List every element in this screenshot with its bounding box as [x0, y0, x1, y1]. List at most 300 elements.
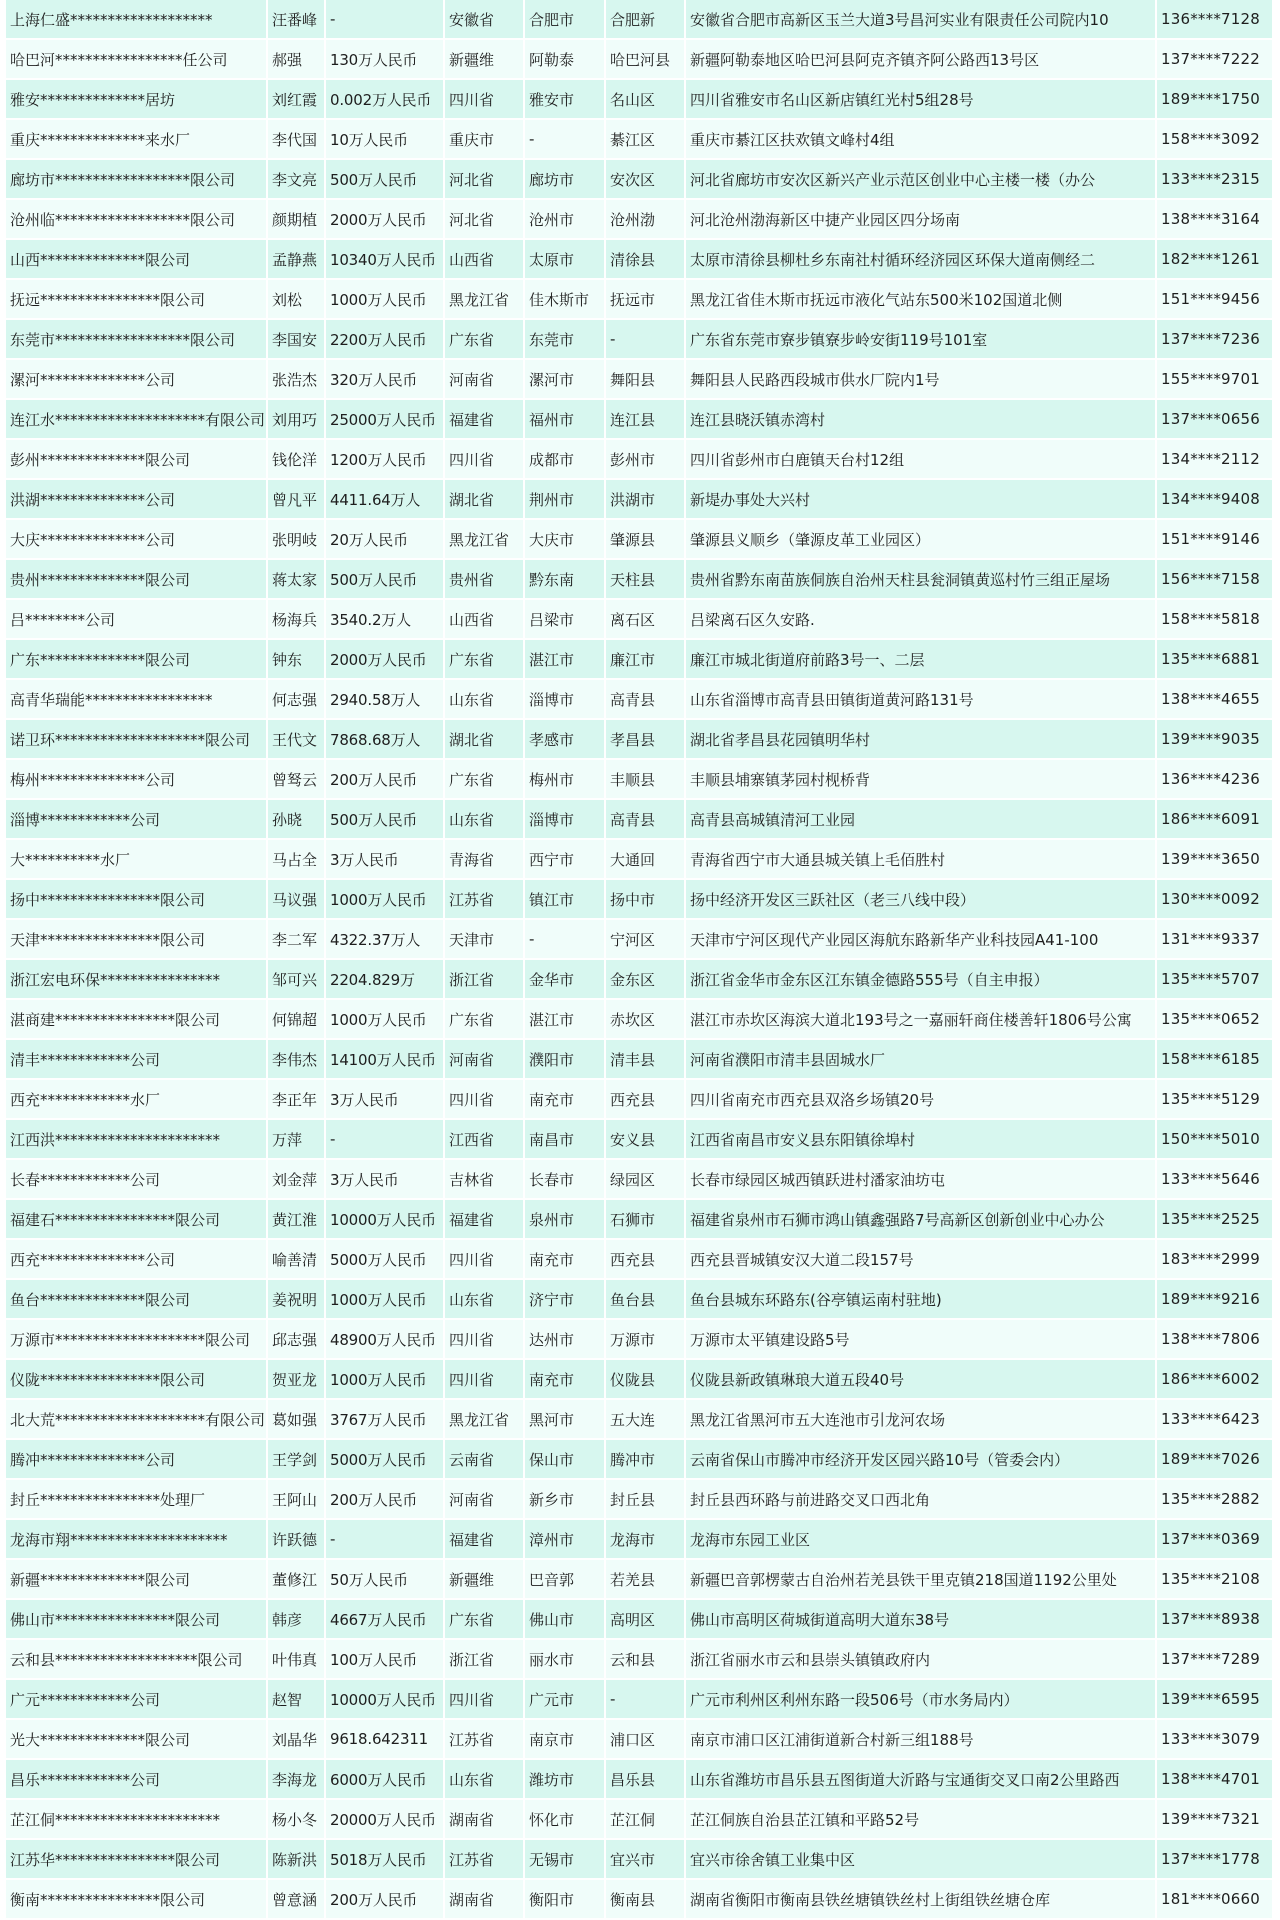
registered-capital-cell: 1200万人民币	[326, 440, 445, 480]
table-row	[6, 440, 1274, 480]
province-cell: 河南省	[445, 360, 525, 400]
table-row	[6, 1440, 1274, 1480]
address-cell: 黑龙江省黑河市五大连池市引龙河农场	[686, 1400, 1157, 1440]
address-cell: 浙江省金华市金东区江东镇金德路555号（自主申报）	[686, 960, 1157, 1000]
company-name-cell: 昌乐************公司	[6, 1760, 268, 1800]
city-cell: 潍坊市	[525, 1760, 606, 1800]
table-row	[6, 1720, 1274, 1760]
phone-cell: 133****2315	[1157, 160, 1274, 200]
phone-cell: 183****2999	[1157, 1240, 1274, 1280]
registered-capital-cell: 20万人民币	[326, 520, 445, 560]
legal-rep-cell: 李正年	[268, 1080, 326, 1120]
address-cell: 芷江侗族自治县芷江镇和平路52号	[686, 1800, 1157, 1840]
province-cell: 山东省	[445, 1760, 525, 1800]
registered-capital-cell: 50万人民币	[326, 1560, 445, 1600]
city-cell: 黑河市	[525, 1400, 606, 1440]
registered-capital-cell: 1000万人民币	[326, 1280, 445, 1320]
district-cell: 赤坎区	[606, 1000, 686, 1040]
registered-capital-cell: 320万人民币	[326, 360, 445, 400]
district-cell: 沧州渤	[606, 200, 686, 240]
legal-rep-cell: 李伟杰	[268, 1040, 326, 1080]
city-cell: 孝感市	[525, 720, 606, 760]
phone-cell: 137****0656	[1157, 400, 1274, 440]
province-cell: 云南省	[445, 1440, 525, 1480]
company-name-cell: 上海仁盛*******************	[6, 0, 268, 40]
company-name-cell: 廊坊市******************限公司	[6, 160, 268, 200]
table-row	[6, 760, 1274, 800]
district-cell: 舞阳县	[606, 360, 686, 400]
legal-rep-cell: 叶伟真	[268, 1640, 326, 1680]
phone-cell: 135****2882	[1157, 1480, 1274, 1520]
company-name-cell: 淄博************公司	[6, 800, 268, 840]
company-name-cell: 清丰************公司	[6, 1040, 268, 1080]
address-cell: 舞阳县人民路西段城市供水厂院内1号	[686, 360, 1157, 400]
province-cell: 天津市	[445, 920, 525, 960]
province-cell: 湖北省	[445, 480, 525, 520]
registered-capital-cell: 14100万人民币	[326, 1040, 445, 1080]
table-row	[6, 1400, 1274, 1440]
city-cell: 沧州市	[525, 200, 606, 240]
registered-capital-cell: 4411.64万人	[326, 480, 445, 520]
phone-cell: 137****7236	[1157, 320, 1274, 360]
city-cell: 金华市	[525, 960, 606, 1000]
address-cell: 南京市浦口区江浦街道新合村新三组188号	[686, 1720, 1157, 1760]
table-row	[6, 1200, 1274, 1240]
district-cell: 抚远市	[606, 280, 686, 320]
province-cell: 黑龙江省	[445, 520, 525, 560]
city-cell: -	[525, 920, 606, 960]
province-cell: 山东省	[445, 680, 525, 720]
phone-cell: 135****2525	[1157, 1200, 1274, 1240]
company-name-cell: 芷江侗**********************	[6, 1800, 268, 1840]
registered-capital-cell: 10000万人民币	[326, 1200, 445, 1240]
phone-cell: 134****2112	[1157, 440, 1274, 480]
city-cell: 荆州市	[525, 480, 606, 520]
table-row	[6, 1840, 1274, 1880]
address-cell: 连江县晓沃镇赤湾村	[686, 400, 1157, 440]
phone-cell: 137****0369	[1157, 1520, 1274, 1560]
registered-capital-cell: -	[326, 0, 445, 40]
table-row	[6, 1280, 1274, 1320]
province-cell: 江苏省	[445, 1720, 525, 1760]
city-cell: 新乡市	[525, 1480, 606, 1520]
phone-cell: 133****3079	[1157, 1720, 1274, 1760]
legal-rep-cell: 姜祝明	[268, 1280, 326, 1320]
table-row	[6, 1680, 1274, 1720]
province-cell: 黑龙江省	[445, 280, 525, 320]
district-cell: 大通回	[606, 840, 686, 880]
legal-rep-cell: 郝强	[268, 40, 326, 80]
table-row	[6, 1640, 1274, 1680]
address-cell: 广元市利州区利州东路一段506号（市水务局内）	[686, 1680, 1157, 1720]
table-row	[6, 1560, 1274, 1600]
province-cell: 山西省	[445, 240, 525, 280]
phone-cell: 151****9456	[1157, 280, 1274, 320]
company-name-cell: 腾冲**************公司	[6, 1440, 268, 1480]
address-cell: 新疆阿勒泰地区哈巴河县阿克齐镇齐阿公路西13号区	[686, 40, 1157, 80]
province-cell: 山东省	[445, 1280, 525, 1320]
company-name-cell: 哈巴河*****************任公司	[6, 40, 268, 80]
company-name-cell: 沧州临******************限公司	[6, 200, 268, 240]
table-row	[6, 0, 1274, 40]
city-cell: 梅州市	[525, 760, 606, 800]
phone-cell: 138****7806	[1157, 1320, 1274, 1360]
address-cell: 四川省彭州市白鹿镇天台村12组	[686, 440, 1157, 480]
legal-rep-cell: 颜期植	[268, 200, 326, 240]
district-cell: 离石区	[606, 600, 686, 640]
legal-rep-cell: 马议强	[268, 880, 326, 920]
city-cell: 黔东南	[525, 560, 606, 600]
phone-cell: 151****9146	[1157, 520, 1274, 560]
table-row	[6, 640, 1274, 680]
province-cell: 青海省	[445, 840, 525, 880]
district-cell: 绿园区	[606, 1160, 686, 1200]
phone-cell: 137****7289	[1157, 1640, 1274, 1680]
district-cell: 石狮市	[606, 1200, 686, 1240]
city-cell: 廊坊市	[525, 160, 606, 200]
legal-rep-cell: 马占全	[268, 840, 326, 880]
registered-capital-cell: 1000万人民币	[326, 280, 445, 320]
registered-capital-cell: 4667万人民币	[326, 1600, 445, 1640]
address-cell: 万源市太平镇建设路5号	[686, 1320, 1157, 1360]
registered-capital-cell: 0.002万人民币	[326, 80, 445, 120]
company-name-cell: 贵州**************限公司	[6, 560, 268, 600]
legal-rep-cell: 李代国	[268, 120, 326, 160]
city-cell: 漳州市	[525, 1520, 606, 1560]
table-row	[6, 40, 1274, 80]
province-cell: 湖北省	[445, 720, 525, 760]
city-cell: 达州市	[525, 1320, 606, 1360]
legal-rep-cell: 韩彦	[268, 1600, 326, 1640]
address-cell: 太原市清徐县柳杜乡东南社村循环经济园区环保大道南侧经二	[686, 240, 1157, 280]
legal-rep-cell: 张明岐	[268, 520, 326, 560]
district-cell: -	[606, 1680, 686, 1720]
city-cell: 阿勒泰	[525, 40, 606, 80]
registered-capital-cell: 3万人民币	[326, 840, 445, 880]
province-cell: 福建省	[445, 400, 525, 440]
legal-rep-cell: 钱伦洋	[268, 440, 326, 480]
company-name-cell: 天津****************限公司	[6, 920, 268, 960]
phone-cell: 133****5646	[1157, 1160, 1274, 1200]
phone-cell: 133****6423	[1157, 1400, 1274, 1440]
table-row	[6, 1600, 1274, 1640]
legal-rep-cell: 李文亮	[268, 160, 326, 200]
phone-cell: 131****9337	[1157, 920, 1274, 960]
table-row	[6, 920, 1274, 960]
province-cell: 重庆市	[445, 120, 525, 160]
district-cell: 孝昌县	[606, 720, 686, 760]
company-table	[6, 0, 1274, 1920]
legal-rep-cell: 王学剑	[268, 1440, 326, 1480]
legal-rep-cell: 孙晓	[268, 800, 326, 840]
legal-rep-cell: 曾凡平	[268, 480, 326, 520]
address-cell: 安徽省合肥市高新区玉兰大道3号昌河实业有限责任公司院内10	[686, 0, 1157, 40]
company-name-cell: 扬中****************限公司	[6, 880, 268, 920]
company-name-cell: 鱼台**************限公司	[6, 1280, 268, 1320]
registered-capital-cell: 3540.2万人	[326, 600, 445, 640]
address-cell: 湛江市赤坎区海滨大道北193号之一嘉丽轩商住楼善轩1806号公寓	[686, 1000, 1157, 1040]
legal-rep-cell: 葛如强	[268, 1400, 326, 1440]
phone-cell: 136****7128	[1157, 0, 1274, 40]
district-cell: 腾冲市	[606, 1440, 686, 1480]
province-cell: 广东省	[445, 760, 525, 800]
company-name-cell: 大**********水厂	[6, 840, 268, 880]
phone-cell: 139****3650	[1157, 840, 1274, 880]
legal-rep-cell: 喻善清	[268, 1240, 326, 1280]
district-cell: 清丰县	[606, 1040, 686, 1080]
address-cell: 丰顺县埔寨镇茅园村枧桥背	[686, 760, 1157, 800]
registered-capital-cell: 500万人民币	[326, 560, 445, 600]
district-cell: 天柱县	[606, 560, 686, 600]
company-name-cell: 光大**************限公司	[6, 1720, 268, 1760]
phone-cell: 189****7026	[1157, 1440, 1274, 1480]
phone-cell: 136****4236	[1157, 760, 1274, 800]
city-cell: 福州市	[525, 400, 606, 440]
province-cell: 四川省	[445, 1080, 525, 1120]
province-cell: 四川省	[445, 80, 525, 120]
phone-cell: 138****4701	[1157, 1760, 1274, 1800]
registered-capital-cell: 25000万人民币	[326, 400, 445, 440]
address-cell: 天津市宁河区现代产业园区海航东路新华产业科技园A41-100	[686, 920, 1157, 960]
address-cell: 福建省泉州市石狮市鸿山镇鑫强路7号高新区创新创业中心办公	[686, 1200, 1157, 1240]
province-cell: 河南省	[445, 1040, 525, 1080]
phone-cell: 137****8938	[1157, 1600, 1274, 1640]
legal-rep-cell: 陈新洪	[268, 1840, 326, 1880]
company-name-cell: 梅州**************公司	[6, 760, 268, 800]
district-cell: 高青县	[606, 680, 686, 720]
district-cell: -	[606, 320, 686, 360]
district-cell: 廉江市	[606, 640, 686, 680]
district-cell: 肇源县	[606, 520, 686, 560]
province-cell: 四川省	[445, 440, 525, 480]
legal-rep-cell: 赵智	[268, 1680, 326, 1720]
address-cell: 江西省南昌市安义县东阳镇徐埠村	[686, 1120, 1157, 1160]
phone-cell: 135****2108	[1157, 1560, 1274, 1600]
district-cell: 宁河区	[606, 920, 686, 960]
registered-capital-cell: 1000万人民币	[326, 1360, 445, 1400]
district-cell: 芷江侗	[606, 1800, 686, 1840]
city-cell: 吕梁市	[525, 600, 606, 640]
city-cell: 衡阳市	[525, 1880, 606, 1920]
company-name-cell: 江西洪**********************	[6, 1120, 268, 1160]
city-cell: 南充市	[525, 1240, 606, 1280]
company-name-cell: 洪湖**************公司	[6, 480, 268, 520]
phone-cell: 135****6881	[1157, 640, 1274, 680]
address-cell: 河北沧州渤海新区中捷产业园区四分场南	[686, 200, 1157, 240]
city-cell: 济宁市	[525, 1280, 606, 1320]
legal-rep-cell: 钟东	[268, 640, 326, 680]
company-name-cell: 万源市********************限公司	[6, 1320, 268, 1360]
district-cell: 西充县	[606, 1080, 686, 1120]
address-cell: 四川省雅安市名山区新店镇红光村5组28号	[686, 80, 1157, 120]
company-name-cell: 浙江宏电环保****************	[6, 960, 268, 1000]
table-row	[6, 1880, 1274, 1920]
legal-rep-cell: 刘红霞	[268, 80, 326, 120]
registered-capital-cell: 200万人民币	[326, 1880, 445, 1920]
registered-capital-cell: 2940.58万人	[326, 680, 445, 720]
province-cell: 江西省	[445, 1120, 525, 1160]
registered-capital-cell: 2204.829万	[326, 960, 445, 1000]
legal-rep-cell: 贺亚龙	[268, 1360, 326, 1400]
registered-capital-cell: 2200万人民币	[326, 320, 445, 360]
table-row	[6, 480, 1274, 520]
city-cell: 佳木斯市	[525, 280, 606, 320]
legal-rep-cell: 何锦超	[268, 1000, 326, 1040]
table-row	[6, 1480, 1274, 1520]
registered-capital-cell: 2000万人民币	[326, 200, 445, 240]
legal-rep-cell: 刘松	[268, 280, 326, 320]
province-cell: 四川省	[445, 1680, 525, 1720]
address-cell: 四川省南充市西充县双洛乡场镇20号	[686, 1080, 1157, 1120]
legal-rep-cell: 张浩杰	[268, 360, 326, 400]
legal-rep-cell: 董修江	[268, 1560, 326, 1600]
legal-rep-cell: 万萍	[268, 1120, 326, 1160]
province-cell: 河北省	[445, 200, 525, 240]
phone-cell: 135****5707	[1157, 960, 1274, 1000]
legal-rep-cell: 邹可兴	[268, 960, 326, 1000]
province-cell: 山西省	[445, 600, 525, 640]
legal-rep-cell: 刘金萍	[268, 1160, 326, 1200]
table-row	[6, 680, 1274, 720]
city-cell: 东莞市	[525, 320, 606, 360]
city-cell: 泉州市	[525, 1200, 606, 1240]
province-cell: 浙江省	[445, 1640, 525, 1680]
registered-capital-cell: 5018万人民币	[326, 1840, 445, 1880]
company-name-cell: 西充************水厂	[6, 1080, 268, 1120]
district-cell: 仪陇县	[606, 1360, 686, 1400]
legal-rep-cell: 王阿山	[268, 1480, 326, 1520]
table-row	[6, 720, 1274, 760]
district-cell: 衡南县	[606, 1880, 686, 1920]
registered-capital-cell: 3767万人民币	[326, 1400, 445, 1440]
district-cell: 金东区	[606, 960, 686, 1000]
address-cell: 云南省保山市腾冲市经济开发区园兴路10号（管委会内）	[686, 1440, 1157, 1480]
registered-capital-cell: 5000万人民币	[326, 1240, 445, 1280]
city-cell: 镇江市	[525, 880, 606, 920]
district-cell: 綦江区	[606, 120, 686, 160]
company-name-cell: 吕********公司	[6, 600, 268, 640]
registered-capital-cell: 100万人民币	[326, 1640, 445, 1680]
legal-rep-cell: 黄江淮	[268, 1200, 326, 1240]
table-row	[6, 280, 1274, 320]
registered-capital-cell: 48900万人民币	[326, 1320, 445, 1360]
registered-capital-cell: 10万人民币	[326, 120, 445, 160]
address-cell: 高青县高城镇清河工业园	[686, 800, 1157, 840]
province-cell: 新疆维	[445, 40, 525, 80]
city-cell: 湛江市	[525, 640, 606, 680]
company-name-cell: 新疆**************限公司	[6, 1560, 268, 1600]
phone-cell: 182****1261	[1157, 240, 1274, 280]
district-cell: 合肥新	[606, 0, 686, 40]
address-cell: 新疆巴音郭楞蒙古自治州若羌县铁干里克镇218国道1192公里处	[686, 1560, 1157, 1600]
phone-cell: 139****9035	[1157, 720, 1274, 760]
registered-capital-cell: 500万人民币	[326, 800, 445, 840]
city-cell: 雅安市	[525, 80, 606, 120]
registered-capital-cell: 4322.37万人	[326, 920, 445, 960]
company-name-cell: 抚远****************限公司	[6, 280, 268, 320]
district-cell: 安义县	[606, 1120, 686, 1160]
company-name-cell: 西充**************公司	[6, 1240, 268, 1280]
city-cell: 淄博市	[525, 800, 606, 840]
registered-capital-cell: 9618.642311	[326, 1720, 445, 1760]
legal-rep-cell: 曾意涵	[268, 1880, 326, 1920]
company-name-cell: 江苏华****************限公司	[6, 1840, 268, 1880]
district-cell: 名山区	[606, 80, 686, 120]
district-cell: 封丘县	[606, 1480, 686, 1520]
city-cell: 佛山市	[525, 1600, 606, 1640]
address-cell: 肇源县义顺乡（肇源皮革工业园区）	[686, 520, 1157, 560]
city-cell: 南京市	[525, 1720, 606, 1760]
province-cell: 河南省	[445, 1480, 525, 1520]
district-cell: 昌乐县	[606, 1760, 686, 1800]
registered-capital-cell: 10000万人民币	[326, 1680, 445, 1720]
table-row	[6, 840, 1274, 880]
province-cell: 浙江省	[445, 960, 525, 1000]
province-cell: 江苏省	[445, 1840, 525, 1880]
address-cell: 新堤办事处大兴村	[686, 480, 1157, 520]
table-row	[6, 520, 1274, 560]
city-cell: 南充市	[525, 1360, 606, 1400]
registered-capital-cell: 1000万人民币	[326, 1000, 445, 1040]
district-cell: 哈巴河县	[606, 40, 686, 80]
address-cell: 青海省西宁市大通县城关镇上毛佰胜村	[686, 840, 1157, 880]
province-cell: 四川省	[445, 1320, 525, 1360]
province-cell: 新疆维	[445, 1560, 525, 1600]
phone-cell: 181****0660	[1157, 1880, 1274, 1920]
address-cell: 河北省廊坊市安次区新兴产业示范区创业中心主楼一楼（办公	[686, 160, 1157, 200]
table-row	[6, 880, 1274, 920]
company-name-cell: 雅安**************居坊	[6, 80, 268, 120]
legal-rep-cell: 王代文	[268, 720, 326, 760]
city-cell: -	[525, 120, 606, 160]
phone-cell: 150****5010	[1157, 1120, 1274, 1160]
address-cell: 广东省东莞市寮步镇寮步岭安街119号101室	[686, 320, 1157, 360]
table-row	[6, 1520, 1274, 1560]
company-name-cell: 重庆**************来水厂	[6, 120, 268, 160]
province-cell: 贵州省	[445, 560, 525, 600]
table-row	[6, 1080, 1274, 1120]
company-name-cell: 龙海市翔*********************	[6, 1520, 268, 1560]
phone-cell: 138****3164	[1157, 200, 1274, 240]
province-cell: 广东省	[445, 640, 525, 680]
table-row	[6, 600, 1274, 640]
legal-rep-cell: 汪番峰	[268, 0, 326, 40]
company-name-cell: 长春************公司	[6, 1160, 268, 1200]
registered-capital-cell: 5000万人民币	[326, 1440, 445, 1480]
legal-rep-cell: 孟静燕	[268, 240, 326, 280]
address-cell: 重庆市綦江区扶欢镇文峰村4组	[686, 120, 1157, 160]
city-cell: 大庆市	[525, 520, 606, 560]
registered-capital-cell: 2000万人民币	[326, 640, 445, 680]
address-cell: 吕梁离石区久安路.	[686, 600, 1157, 640]
registered-capital-cell: -	[326, 1120, 445, 1160]
phone-cell: 139****6595	[1157, 1680, 1274, 1720]
table-row	[6, 960, 1274, 1000]
city-cell: 南充市	[525, 1080, 606, 1120]
province-cell: 黑龙江省	[445, 1400, 525, 1440]
company-name-cell: 广元************公司	[6, 1680, 268, 1720]
address-cell: 鱼台县城东环路东(谷亭镇运南村驻地)	[686, 1280, 1157, 1320]
district-cell: 连江县	[606, 400, 686, 440]
table-row	[6, 400, 1274, 440]
phone-cell: 158****5818	[1157, 600, 1274, 640]
province-cell: 广东省	[445, 1600, 525, 1640]
registered-capital-cell: 200万人民币	[326, 1480, 445, 1520]
province-cell: 广东省	[445, 1000, 525, 1040]
table-row	[6, 1360, 1274, 1400]
table-row	[6, 560, 1274, 600]
district-cell: 宜兴市	[606, 1840, 686, 1880]
